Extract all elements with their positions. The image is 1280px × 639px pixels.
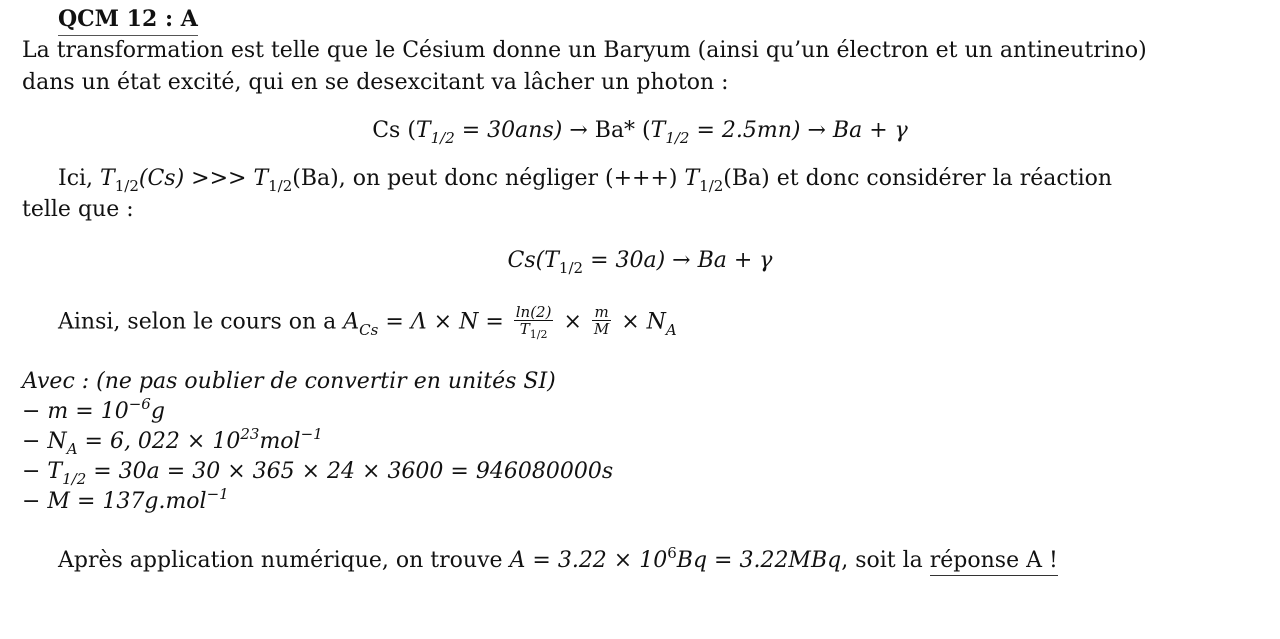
conclusion: Après application numérique, on trouve $A = 3.22 \times 10^6Bq = 3.22MBq$, soit la réponse A ! <box>58 546 1058 576</box>
equation-2: $Cs(T_{1/2} = 30a) \to Ba + \gamma$ <box>507 248 773 277</box>
fraction-m-over-M: $\frac{m}{M}$ <box>593 303 610 338</box>
given-avogadro: − $N_A = 6$, $022 \times 10^{23}mol^{-1}$ <box>22 425 323 458</box>
reasoning-line-2: telle que : <box>22 197 134 222</box>
fraction-ln2: $\frac{\ln(2)}{T_{1/2}}$ <box>515 303 552 341</box>
given-half-life: − $T_{1/2} = 30a = 30 \times 365 \times 24 \times 3600 = 946080000s$ <box>22 459 614 488</box>
given-mass: − $m = 10^{-6}g$ <box>22 395 165 424</box>
intro-line-2: dans un état excité, qui en se desexcitant va lâcher un photon : <box>22 70 729 95</box>
given-molar-mass: − M = 137g.mol$^{-1}$ <box>22 485 229 514</box>
intro-line-1: La transformation est telle que le Césium donne un Baryum (ainsi qu’un électron et un antineutrino) <box>22 38 1147 63</box>
reasoning-line-1: Ici, $T_{1/2}(Cs)$ >>> $T_{1/2}(Ba)$, on peut donc négliger (+++) $T_{1/2}(Ba)$ et donc considérer la réaction <box>58 166 1113 195</box>
answer-label: réponse A ! <box>930 548 1058 576</box>
question-title: QCM 12 : A <box>58 4 198 36</box>
equation-1: Cs $(T_{1/2} = 30ans) \to Ba*$ $(T_{1/2} = 2.5mn) \to Ba + \gamma$ <box>372 118 908 147</box>
avec-label: Avec : (ne pas oublier de convertir en unités SI) <box>22 369 556 394</box>
activity-formula: Ainsi, selon le cours on a $A_{Cs} = \Lambda \times N$ = $\frac{\ln(2)}{T_{1/2}}$ × $\frac{m}{M}$ × $N_A$ <box>58 303 677 341</box>
